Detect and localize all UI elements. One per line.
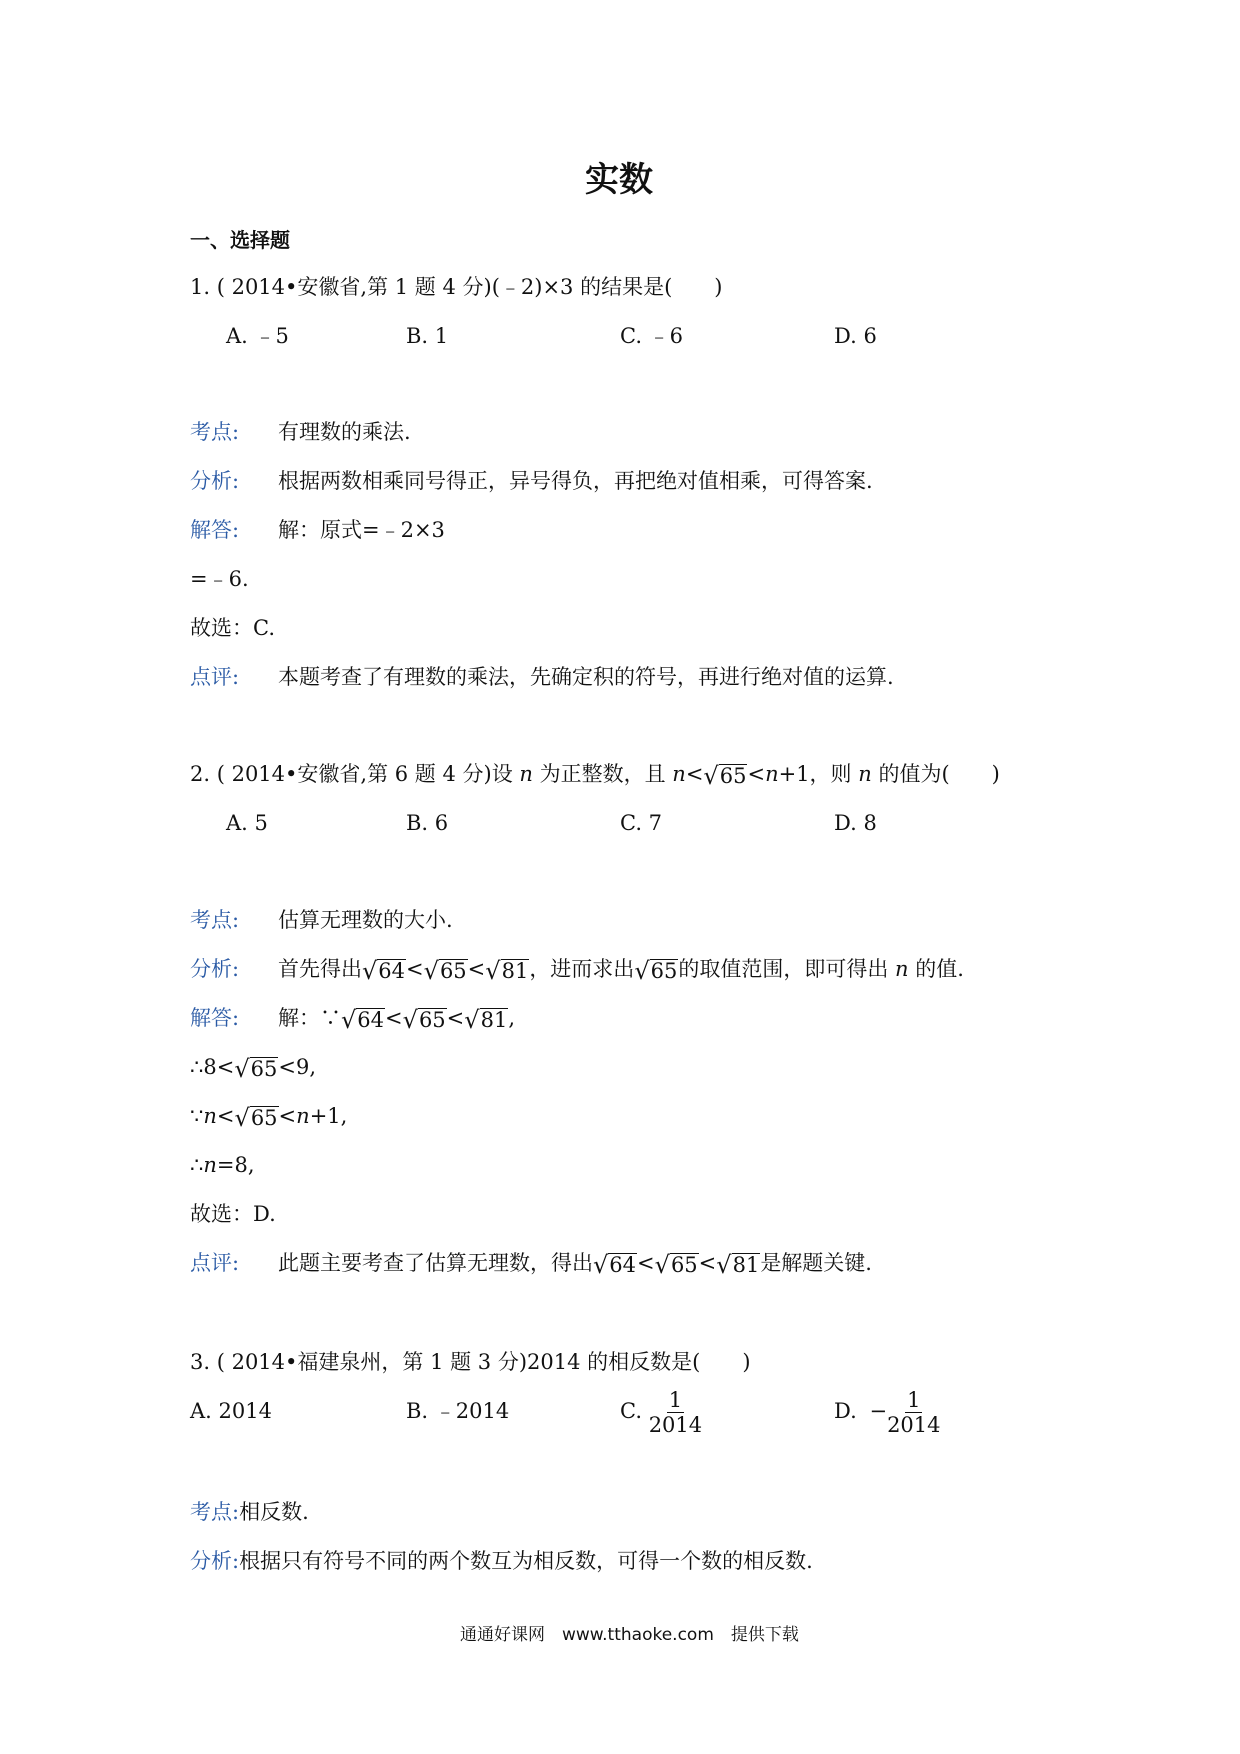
q3-kaodian: 考点:相反数. [190,1500,309,1524]
q3-option-b: B. ﹣2014 [406,1399,510,1423]
q1-dianping: 点评: 本题考查了有理数的乘法，先确定积的符号，再进行绝对值的运算. [190,665,894,689]
q1-choice: 故选：C. [190,616,275,640]
jieda-label: 解答: [190,518,240,542]
page-title: 实数 [585,160,653,200]
section-heading: 一、选择题 [190,228,290,252]
q1-option-a: A. ﹣5 [226,324,289,348]
q1-option-c: C. ﹣6 [620,324,684,348]
q1-stem: 1. ( 2014•安徽省,第 1 题 4 分)(﹣2)×3 的结果是( ) [190,275,723,299]
q2-option-c: C. 7 [620,811,663,835]
dianping-label: 点评: [190,665,240,689]
q1-result: =﹣6. [190,567,249,591]
q2-stem: 2. ( 2014•安徽省,第 6 题 4 分)设 n 为正整数，且 n< √ 65 <n+1，则 n 的值为( ) [190,762,1000,790]
fraction: $\frac{1}{2014}$ [648,1388,703,1438]
sqrt-65: √ 65 [703,762,747,790]
page-footer: 通通好课网 www.tthaoke.com 提供下载 [460,1625,799,1645]
fraction: $\frac{1}{2014}$ [887,1388,941,1438]
q3-option-a: A. 2014 [190,1399,272,1423]
q2-step-3: ∴n=8, [190,1153,255,1177]
kaodian-label: 考点: [190,420,240,444]
q2-fenxi: 分析: 首先得出 √ 64 < √ 65 < √ 81 ，进而求出 √ 65 的取值范围，即可得出 n 的值. [190,957,964,985]
q2-choice: 故选：D. [190,1202,276,1226]
q2-option-d: D. 8 [834,811,877,835]
q3-option-c: C. $\frac{1}{2014}$ [620,1388,703,1438]
q2-step-1: ∴8< √ 65 <9, [190,1055,316,1083]
q3-stem: 3. ( 2014•福建泉州，第 1 题 3 分)2014 的相反数是( ) [190,1350,751,1374]
q2-dianping: 点评: 此题主要考查了估算无理数，得出 √ 64 < √ 65 < √ 81 是解题关键. [190,1251,872,1279]
fenxi-label: 分析: [190,469,240,493]
q3-option-d: D. − $\frac{1}{2014}$ [834,1388,941,1438]
q2-option-b: B. 6 [406,811,449,835]
q2-kaodian: 考点: 估算无理数的大小. [190,908,453,932]
q1-option-d: D. 6 [834,324,877,348]
q2-step-2: ∵n< √ 65 <n+1, [190,1104,348,1132]
q3-fenxi: 分析:根据只有符号不同的两个数互为相反数，可得一个数的相反数. [190,1549,813,1573]
q1-fenxi: 分析: 根据两数相乘同号得正，异号得负，再把绝对值相乘，可得答案. [190,469,873,493]
q1-option-b: B. 1 [406,324,449,348]
q2-option-a: A. 5 [226,811,268,835]
q2-jieda: 解答: 解：∵ √ 64 < √ 65 < √ 81 , [190,1006,515,1034]
q1-jieda: 解答: 解：原式=﹣2×3 [190,518,445,542]
q1-kaodian: 考点: 有理数的乘法. [190,420,411,444]
